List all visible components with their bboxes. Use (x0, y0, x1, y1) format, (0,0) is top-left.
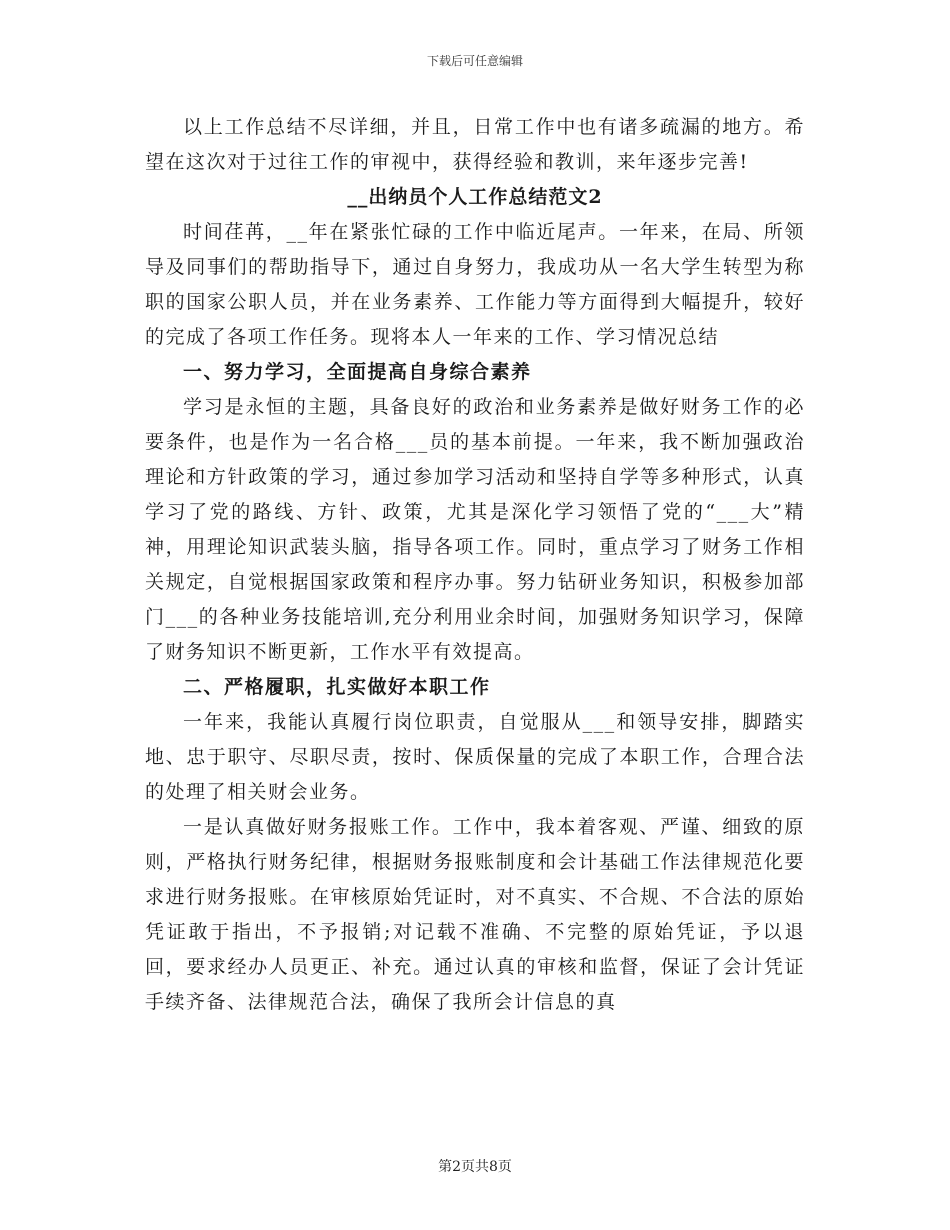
document-body (145, 110, 805, 1020)
heading-study: 一、努力学习，全面提高自身综合素养 (183, 361, 532, 383)
paragraph-reimbursement: 一是认真做好财务报账工作。工作中，我本着客观、严谨、细致的原则，严格执行财务纪律，根据财务报账制度和会计基础工作法律规范化要求进行财务报账。在审核原始凭证时，对不真实、不合规、不合法的原始凭证敢于指出，不予报销;对记载不准确、不完整的原始凭证，予以退回，要求经办人员更正、补充。通过认真的审核和监督，保证了会计凭证手续齐备、法律规范合法，确保了我所会计信息的真 (145, 816, 805, 1013)
paragraph-duty: 一年来，我能认真履行岗位职责，自觉服从___和领导安排，脚踏实地、忠于职守、尽职尽责，按时、保质保量的完成了本职工作，合理合法的处理了相关财会业务。 (145, 711, 805, 803)
paragraph-closing: 以上工作总结不尽详细，并且，日常工作中也有诸多疏漏的地方。希望在这次对于过往工作的审视中，获得经验和教训，来年逐步完善! (145, 116, 805, 173)
heading-duty: 二、严格履职，扎实做好本职工作 (183, 676, 491, 698)
header-note: 下载后可任意编辑 (426, 54, 523, 68)
page-footer: 第2页共8页 (438, 1159, 512, 1175)
paragraph-intro: 时间荏苒，__年在紧张忙碌的工作中临近尾声。一年来，在局、所领导及同事们的帮助指导下，通过自身努力，我成功从一名大学生转型为称职的国家公职人员，并在业务素养、工作能力等方面得到大幅提升，较好的完成了各项工作任务。现将本人一年来的工作、学习情况总结 (145, 221, 805, 348)
paragraph-study: 学习是永恒的主题，具备良好的政治和业务素养是做好财务工作的必要条件，也是作为一名合格___员的基本前提。一年来，我不断加强政治理论和方针政策的学习，通过参加学习活动和坚持自学等多种形式，认真学习了党的路线、方针、政策，尤其是深化学习领悟了党的“___大”精神，用理论知识武装头脑，指导各项工作。同时，重点学习了财务工作相关规定，自觉根据国家政策和程序办事。努力钻研业务知识，积极参加部门___的各种业务技能培训,充分利用业余时间，加强财务知识学习，保障了财务知识不断更新，工作水平有效提高。 (145, 396, 805, 663)
section-title: __出纳员个人工作总结范文2 (347, 186, 603, 208)
